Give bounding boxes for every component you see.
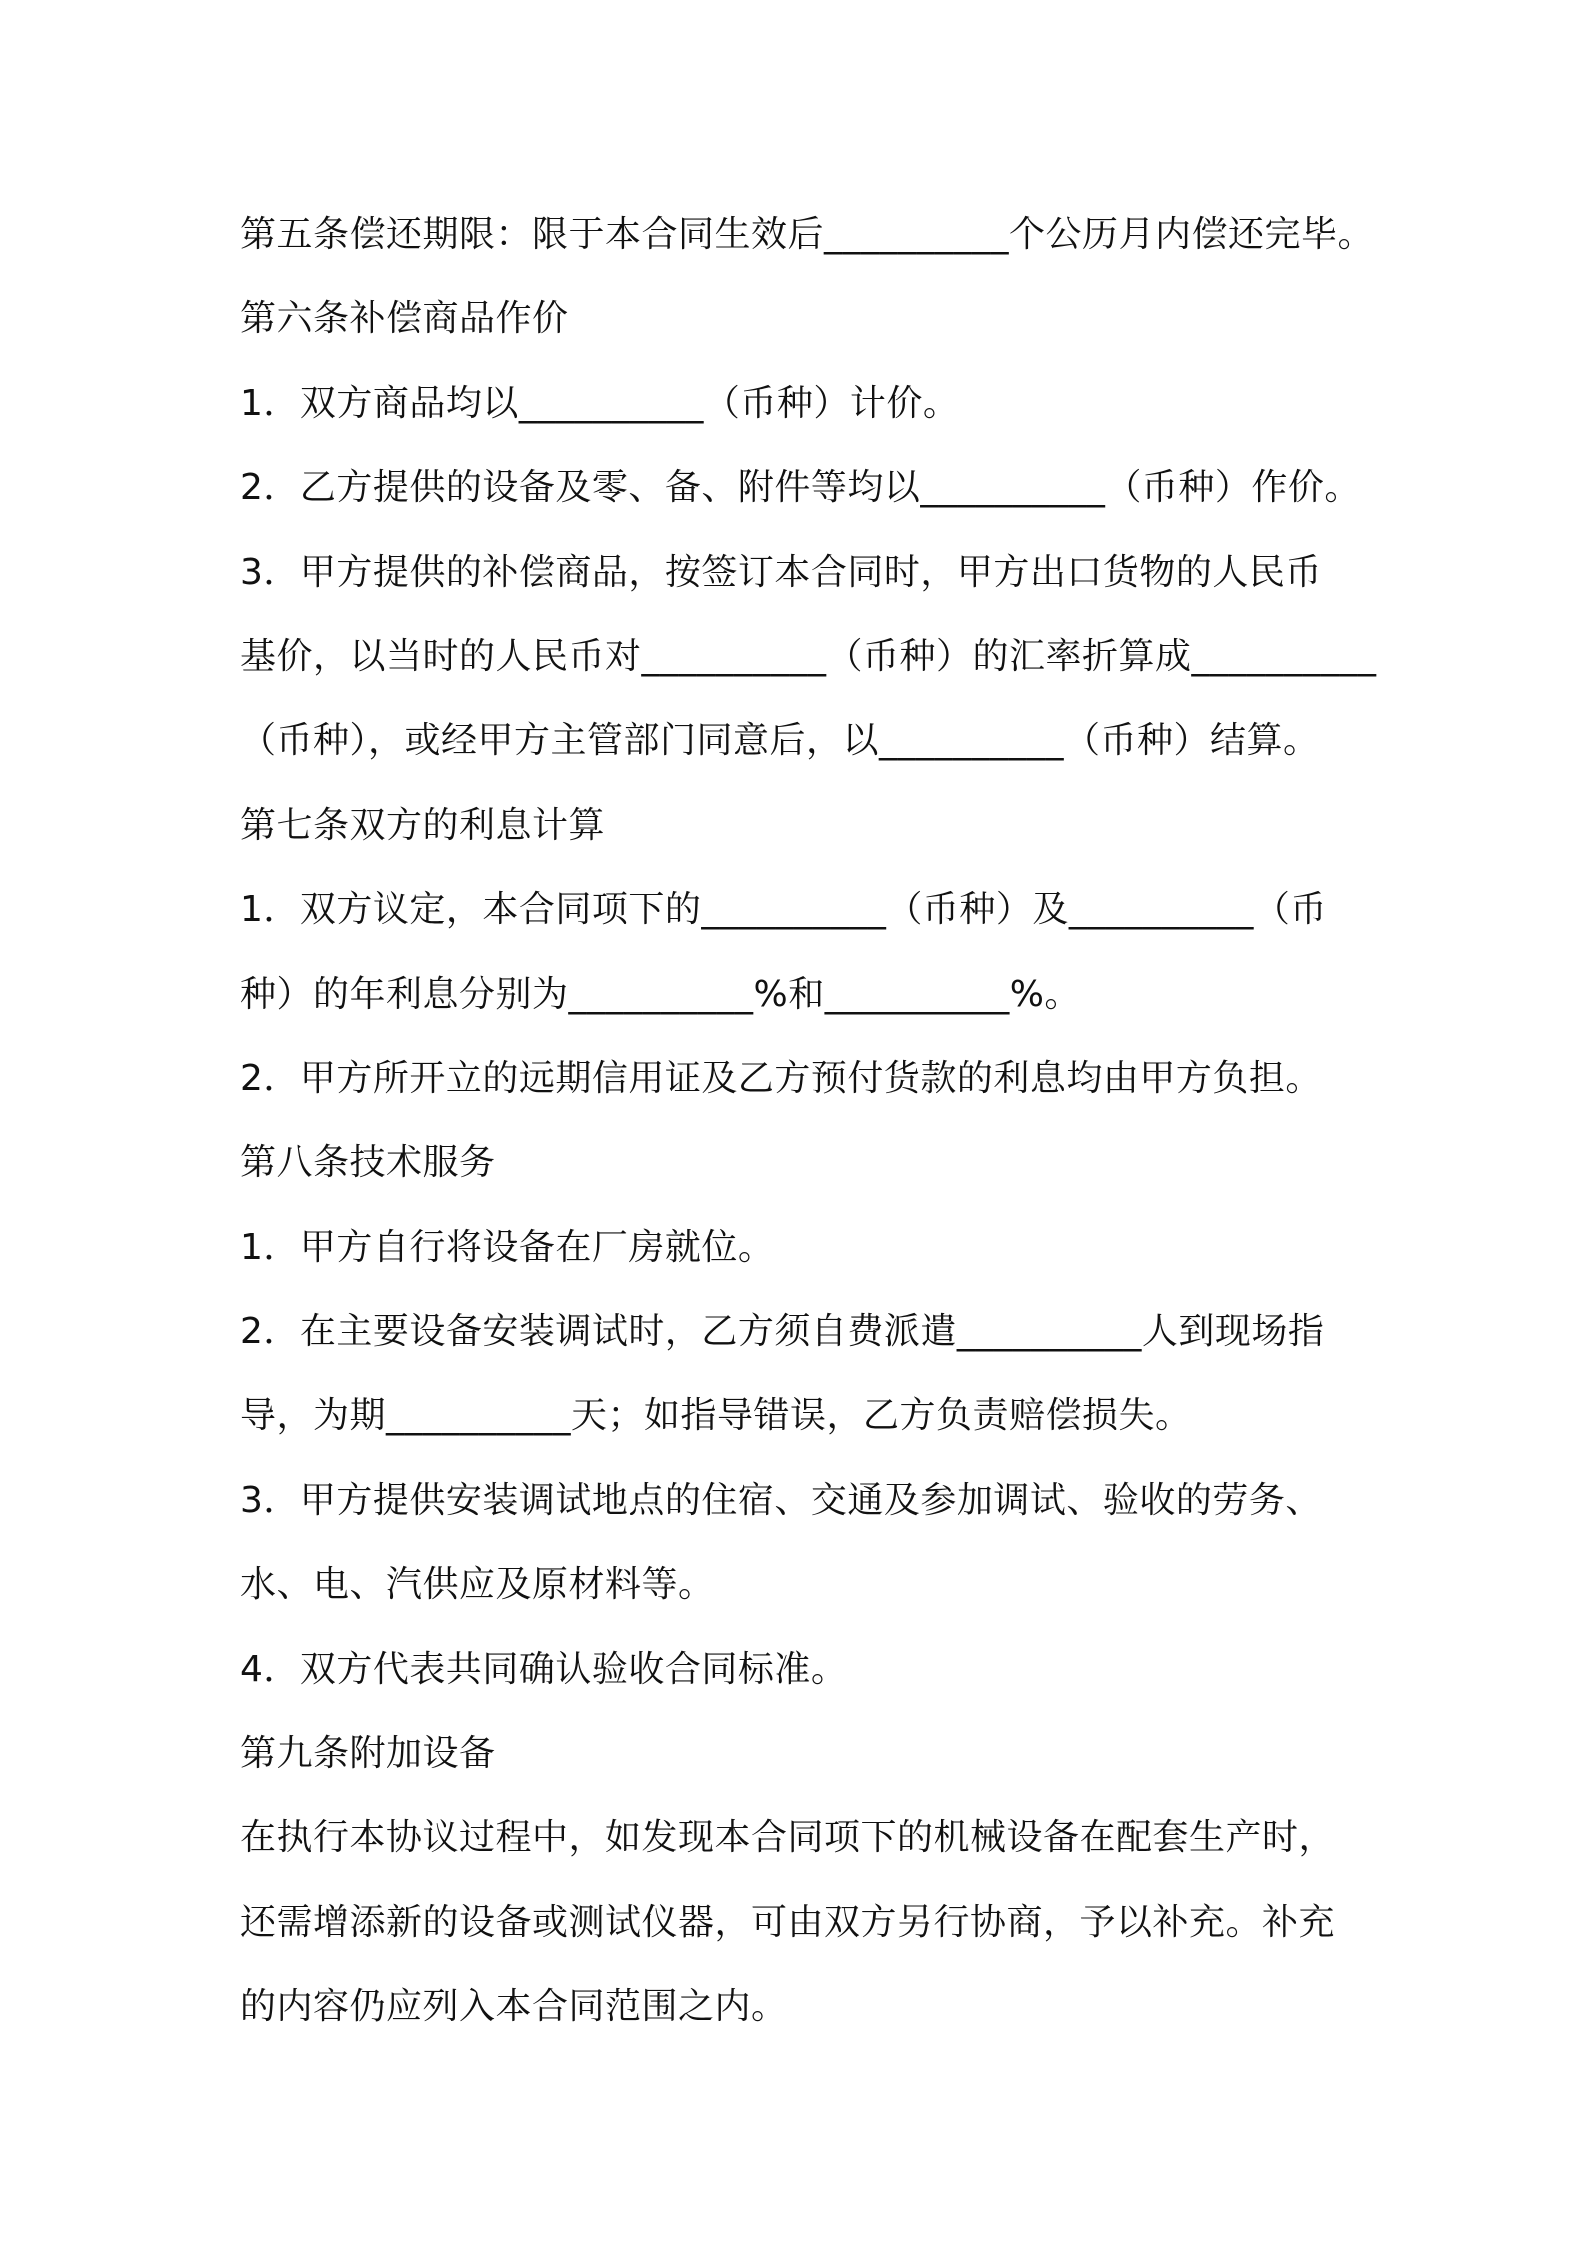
text-line: 1．双方议定，本合同项下的__________（币种）及__________（币	[240, 889, 1327, 931]
text-line: 的内容仍应列入本合同范围之内。	[240, 1986, 788, 2028]
text-line: 还需增添新的设备或测试仪器，可由双方另行协商，予以补充。补充	[240, 1901, 1336, 1943]
text-line: 2．乙方提供的设备及零、备、附件等均以__________（币种）作价。	[240, 467, 1361, 509]
text-line: 4．双方代表共同确认验收合同标准。	[240, 1648, 848, 1690]
text-line: 2．甲方所开立的远期信用证及乙方预付货款的利息均由甲方负担。	[240, 1057, 1322, 1099]
text-line: 基价，以当时的人民币对__________（币种）的汇率折算成__________	[240, 635, 1377, 677]
text-line: （币种），或经甲方主管部门同意后，以__________（币种）结算。	[240, 720, 1320, 762]
text-line: 水、电、汽供应及原材料等。	[240, 1564, 715, 1606]
contract-text	[240, 193, 1375, 2050]
section-heading: 第六条补偿商品作价	[240, 298, 569, 340]
text-line: 2．在主要设备安装调试时，乙方须自费派遣__________人到现场指	[240, 1311, 1325, 1353]
section-heading: 第七条双方的利息计算	[240, 804, 606, 846]
text-line: 种）的年利息分别为__________%和__________%。	[240, 973, 1081, 1015]
text-line: 1．甲方自行将设备在厂房就位。	[240, 1226, 775, 1268]
section-heading: 第九条附加设备	[240, 1733, 496, 1775]
text-line: 1．双方商品均以__________（币种）计价。	[240, 382, 960, 424]
text-line: 导，为期__________天；如指导错误，乙方负责赔偿损失。	[240, 1395, 1192, 1437]
section-heading: 第八条技术服务	[240, 1142, 496, 1184]
text-line: 第五条偿还期限：限于本合同生效后__________个公历月内偿还完毕。	[240, 214, 1375, 255]
text-line: 3．甲方提供的补偿商品，按签订本合同时，甲方出口货物的人民币	[240, 551, 1322, 593]
text-line: 3．甲方提供安装调试地点的住宿、交通及参加调试、验收的劳务、	[240, 1479, 1322, 1521]
text-line: 在执行本协议过程中，如发现本合同项下的机械设备在配套生产时，	[240, 1817, 1336, 1859]
